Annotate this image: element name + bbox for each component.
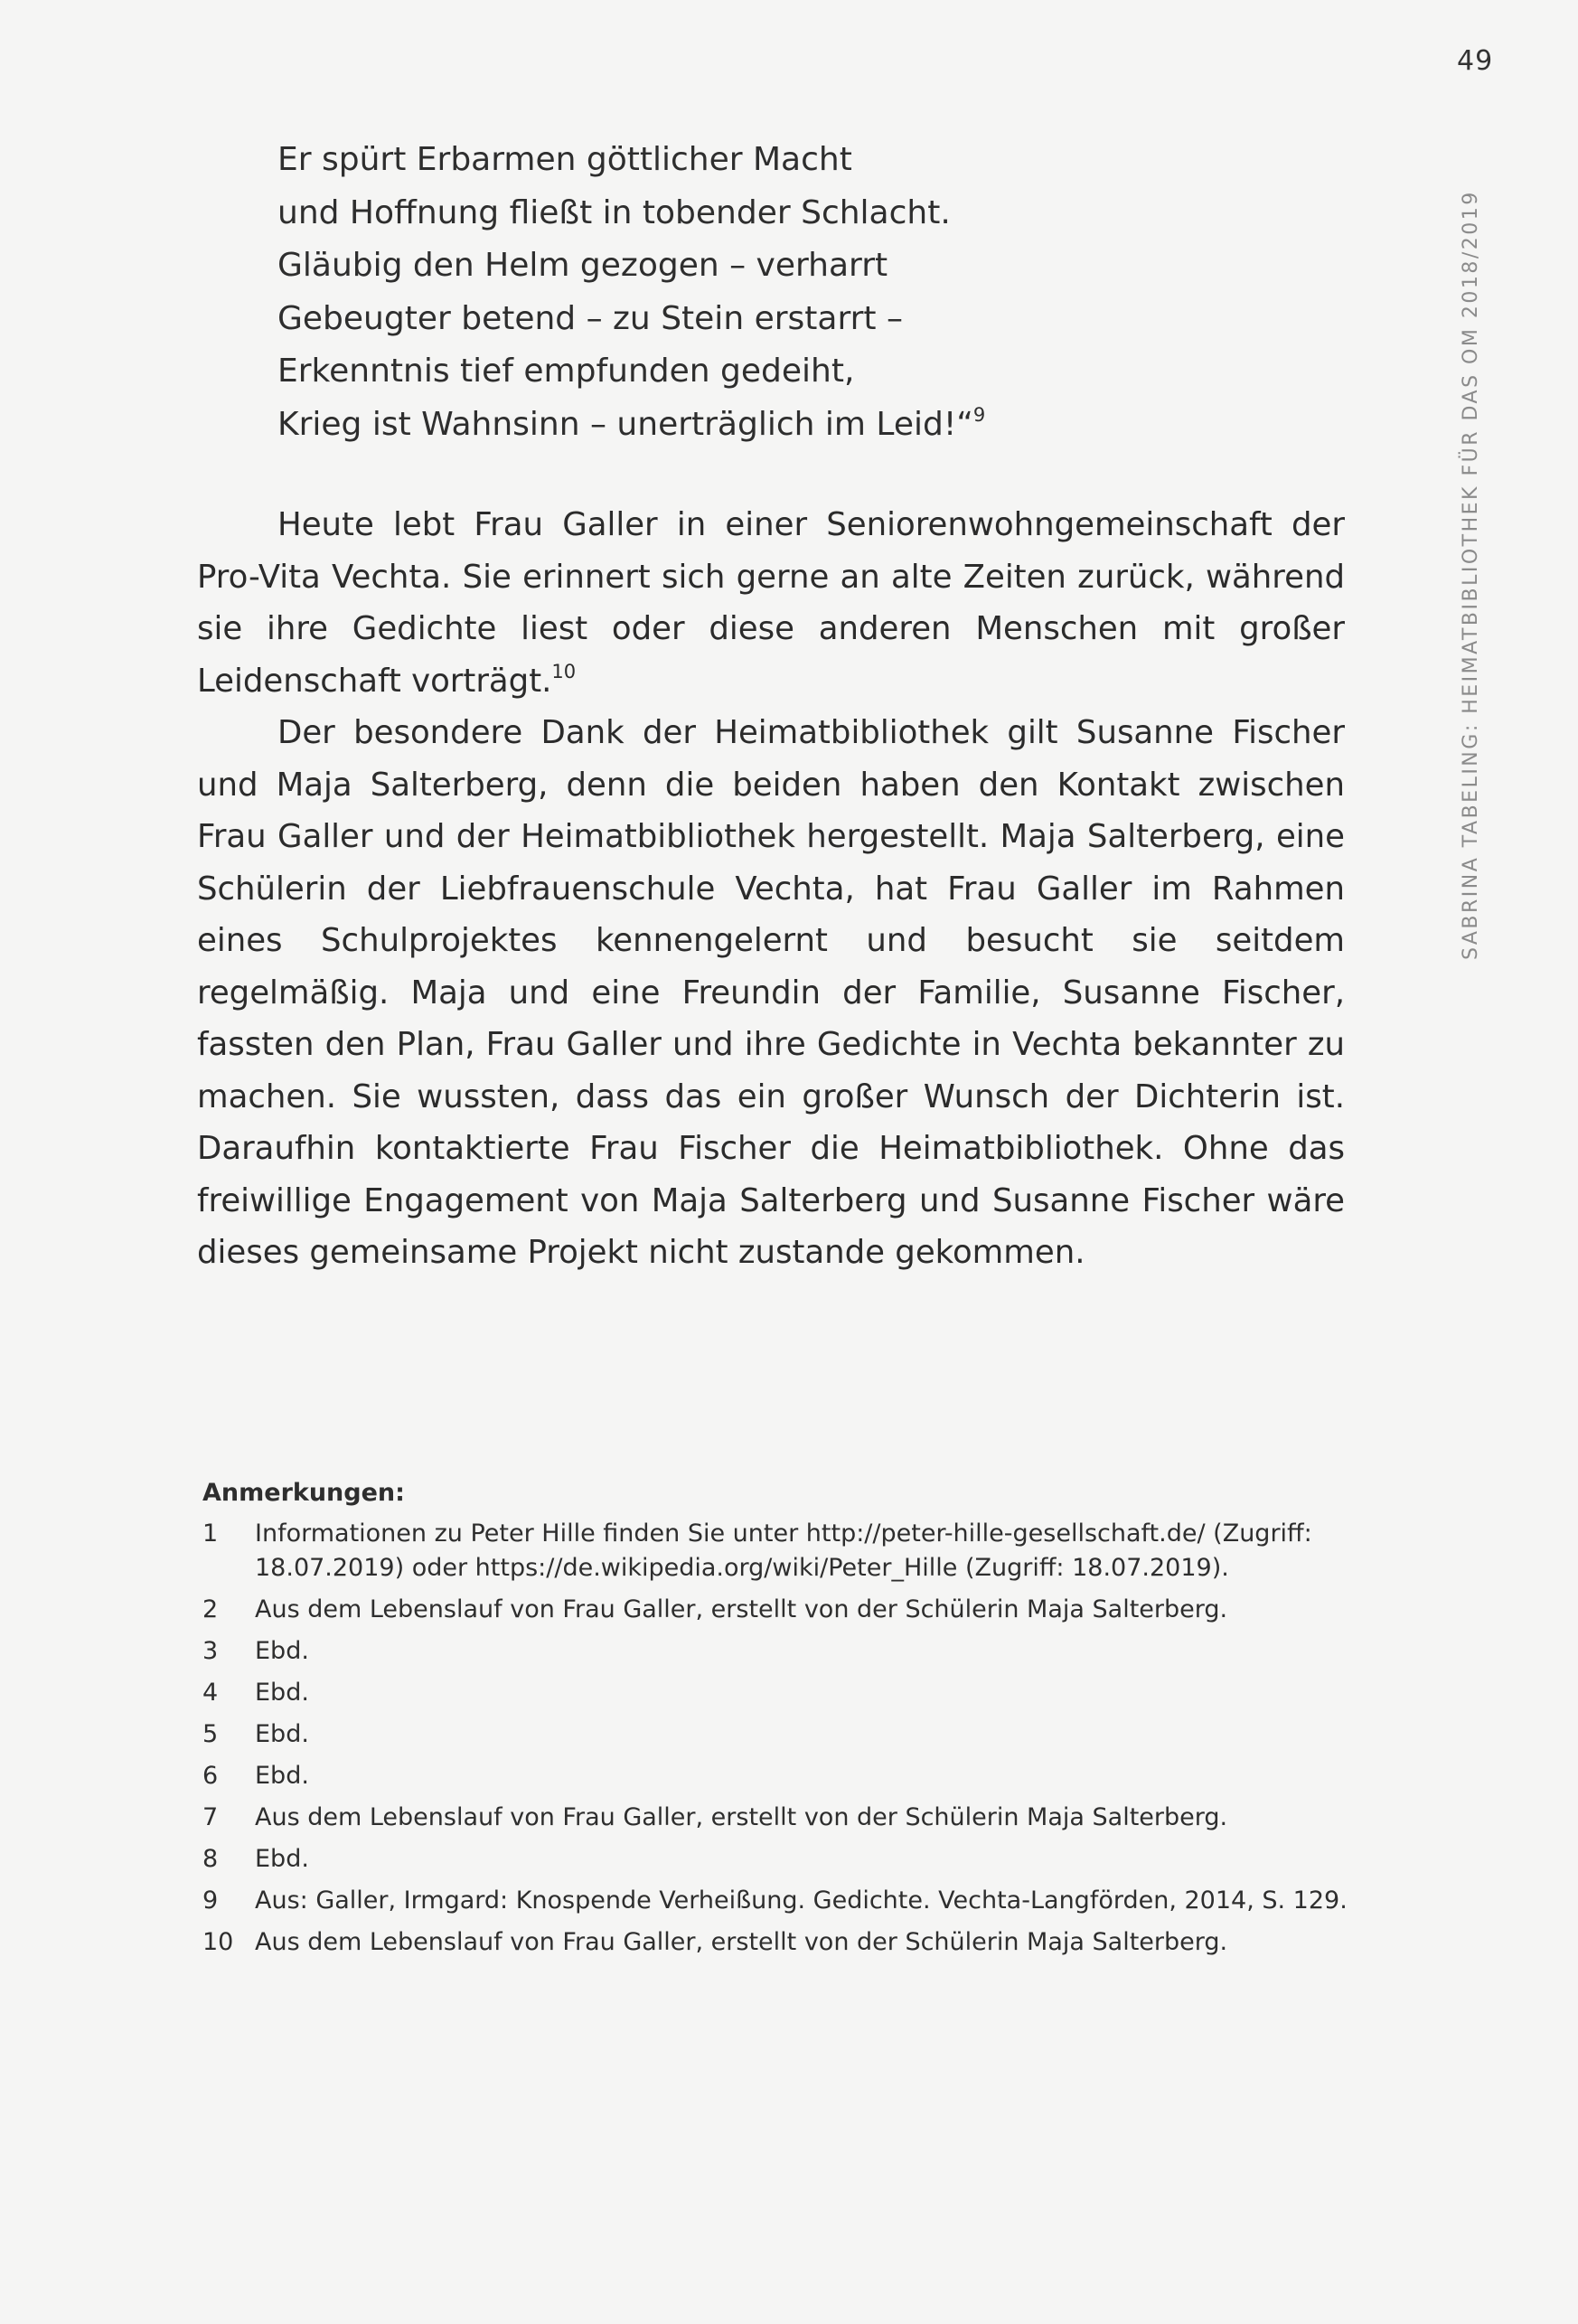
poem-line: Erkenntnis tief empfunden gedeiht, — [277, 353, 855, 390]
note-text: Ebd. — [255, 1720, 309, 1748]
note-text: Ebd. — [255, 1845, 309, 1873]
note-number: 5 — [202, 1720, 219, 1748]
note-text: Aus dem Lebenslauf von Frau Galler, erstellt von der Schülerin Maja Salterberg. — [255, 1595, 1228, 1623]
note-text: Aus dem Lebenslauf von Frau Galler, erstellt von der Schülerin Maja Salterberg. — [255, 1928, 1228, 1956]
note-text: Ebd. — [255, 1637, 309, 1665]
note-number: 1 — [202, 1520, 219, 1548]
note-item — [202, 1676, 1359, 1710]
footnote-ref-10[interactable]: 10 — [551, 660, 577, 682]
note-item — [202, 1593, 1359, 1627]
note-item — [202, 1842, 1359, 1877]
body-text — [197, 499, 1345, 1279]
paragraph-2: Der besondere Dank der Heimatbibliothek gilt Susanne Fischer und Maja Salterberg, denn die beiden haben den Kontakt zwischen Frau Galler und der Heimatbibliothek hergestellt. Maja Salterberg, eine Schülerin der Liebfrauenschule Vechta, hat Frau Galler im Rahmen eines Schulprojektes kennengelernt und besucht sie seitdem regelmäßig. Maja und eine Freundin der Familie, Susanne Fischer, fassten den Plan, Frau Galler und ihre Gedichte in Vechta bekannter zu machen. Sie wussten, dass das ein großer Wunsch der Dichterin ist. Daraufhin kontaktierte Frau Fischer die Heimatbibliothek. Ohne das freiwillige Engagement von Maja Salterberg und Susanne Fischer wäre dieses gemeinsame Projekt nicht zustande gekommen. — [197, 714, 1345, 1271]
running-head: SABRINA TABELING: HEIMATBIBLIOTHEK FÜR DAS OM 2018/2019 — [1460, 190, 1482, 960]
footnote-ref-9[interactable]: 9 — [972, 403, 986, 426]
note-item — [202, 1801, 1359, 1835]
paragraph-1 — [197, 499, 1345, 707]
note-item — [202, 1634, 1359, 1669]
note-text: Aus: Galler, Irmgard: Knospende Verheißung. Gedichte. Vechta-Langförden, 2014, S. 129. — [255, 1886, 1348, 1915]
note-text: Informationen zu Peter Hille finden Sie unter http://peter-hille-gesellschaft.de/ (Zugriff: 18.07.2019) oder https://de.wikipedia.org/wiki/Peter_Hille (Zugriff: 18.07.2019). — [255, 1520, 1312, 1582]
note-number: 10 — [202, 1928, 234, 1956]
notes-heading: Anmerkungen: — [202, 1479, 405, 1507]
note-number: 2 — [202, 1595, 219, 1623]
note-text: Ebd. — [255, 1679, 309, 1707]
note-item — [202, 1925, 1359, 1960]
paragraph-1-text: Heute lebt Frau Galler in einer Seniorenwohngemeinschaft der Pro-Vita Vechta. Sie erinnert sich gerne an alte Zeiten zurück, während sie ihre Gedichte liest oder diese anderen Menschen mit großer Leidenschaft vorträgt. — [197, 506, 1345, 700]
poem-line: und Hoffnung fließt in tobender Schlacht. — [277, 193, 951, 231]
note-number: 8 — [202, 1845, 219, 1873]
note-text: Aus dem Lebenslauf von Frau Galler, erstellt von der Schülerin Maja Salterberg. — [255, 1803, 1228, 1831]
notes-section — [202, 1475, 1359, 1967]
note-number: 7 — [202, 1803, 219, 1831]
note-number: 6 — [202, 1762, 219, 1790]
poem-line-text: Krieg ist Wahnsinn – unerträglich im Leid!“ — [277, 405, 973, 443]
poem-line: Gebeugter betend – zu Stein erstarrt – — [277, 299, 903, 337]
note-number: 4 — [202, 1679, 219, 1707]
poem-line: Gläubig den Helm gezogen – verharrt — [277, 247, 888, 284]
note-number: 3 — [202, 1637, 219, 1665]
note-item — [202, 1717, 1359, 1752]
poem-line-last — [277, 399, 985, 452]
note-text: Ebd. — [255, 1762, 309, 1790]
poem-excerpt — [277, 134, 985, 451]
poem-line: Er spürt Erbarmen göttlicher Macht — [277, 141, 852, 178]
note-item — [202, 1517, 1359, 1585]
note-item — [202, 1884, 1359, 1918]
page-number: 49 — [1457, 45, 1494, 77]
note-number: 9 — [202, 1886, 219, 1915]
note-item — [202, 1759, 1359, 1793]
